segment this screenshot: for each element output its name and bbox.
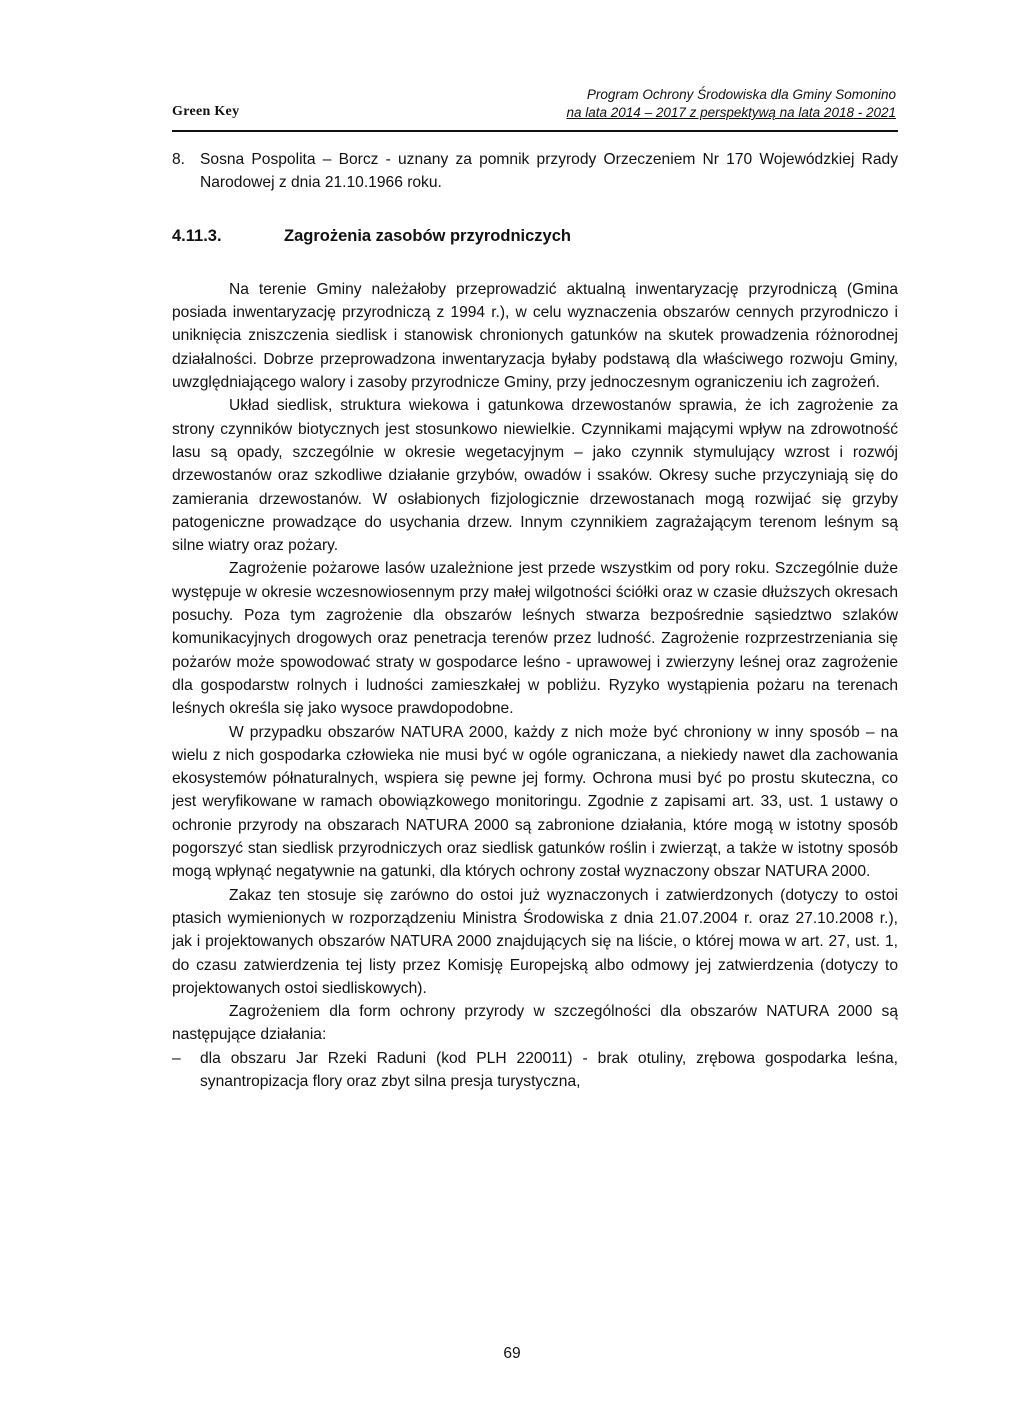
brand-name: Green Key <box>172 104 240 119</box>
section-heading <box>172 225 898 248</box>
list-bullet: – <box>172 1049 181 1067</box>
page-number: 69 <box>503 1345 521 1362</box>
list-item <box>172 1047 898 1094</box>
program-title-line1: Program Ochrony Środowiska dla Gminy Somonino <box>586 87 896 102</box>
section-title: Zagrożenia zasobów przyrodniczych <box>284 226 571 245</box>
paragraph: Zagrożeniem dla form ochrony przyrody w szczególności dla obszarów NATURA 2000 są następujące działania: <box>172 1003 898 1044</box>
item-text: Sosna Pospolita – Borcz - uznany za pomnik przyrody Orzeczeniem Nr 170 Wojewódzkiej Rady Narodowej z dnia 21.10.1966 roku. <box>200 151 898 192</box>
paragraph: Zakaz ten stosuje się zarówno do ostoi już wyznaczonych i zatwierdzonych (dotyczy to ostoi ptasich wymienionych w rozporządzeniu Ministra Środowiska z dnia 21.07.2004 r. oraz 27.10.2008 r.), jak i projektowanych obszarów NATURA 2000 znajdujących się na liście, o której mowa w art. 27, ust. 1, do czasu zatwierdzenia tej listy przez Komisję Europejską albo odmowy jej zatwierdzenia (dotyczy to projektowanych ostoi siedliskowych). <box>172 886 898 997</box>
list-item-text: dla obszaru Jar Rzeki Raduni (kod PLH 220011) - brak otuliny, zrębowa gospodarka leśna, synantropizacja flory oraz zbyt silna presja turystyczna, <box>200 1049 898 1090</box>
numbered-item <box>172 148 898 195</box>
program-title <box>567 86 897 122</box>
paragraph: Zagrożenie pożarowe lasów uzależnione jest przede wszystkim od pory roku. Szczególnie duże występuje w okresie wczesnowiosennym przy małej wilgotności ściółki oraz w czasie dłuższych okresach posuchy. Poza tym zagrożenie dla obszarów leśnych stwarza bezpośrednie sąsiedztwo szlaków komunikacyjnych drogowych oraz penetracja terenów przez ludność. Zagrożenie rozprzestrzeniania się pożarów może spowodować straty w gospodarce leśno - uprawowej i zwierzyny leśnej oraz zagrożenie dla gospodarstw rolnych i ludności zamieszkałej w pobliżu. Ryzyko wystąpienia pożaru na terenach leśnych określa się jako wysoce prawdopodobne. <box>172 560 898 718</box>
program-title-line2: na lata 2014 – 2017 z perspektywą na lata 2018 - 2021 <box>566 105 896 120</box>
item-number: 8. <box>172 151 186 168</box>
section-number: 4.11.3. <box>172 226 222 245</box>
paragraph: Układ siedlisk, struktura wiekowa i gatunkowa drzewostanów sprawia, że ich zagrożenie za strony czynników biotycznych jest stosunkowo niewielkie. Czynnikami mającymi wpływ na zdrowotność lasu są opady, szczególnie w okresie wegetacyjnym – jako czynnik stymulujący wzrost i rozwój drzewostanów oraz szkodliwe działanie grzybów, owadów i ssaków. Okresy suche przyczyniają się do zamierania drzewostanów. W osłabionych fizjologicznie drzewostanach mogą rozwijać się grzyby patogeniczne prowadzące do usychania drzew. Innym czynnikiem zagrażającym terenom leśnym są silne wiatry oraz pożary. <box>172 397 898 555</box>
page-header <box>172 86 898 132</box>
document-body <box>172 148 898 1093</box>
paragraph: Na terenie Gminy należałoby przeprowadzić aktualną inwentaryzację przyrodniczą (Gmina posiada inwentaryzację przyrodniczą z 1994 r.), w celu wyznaczenia obszarów cennych przyrodniczo i uniknięcia zniszczenia siedlisk i stanowisk chronionych gatunków na skutek prowadzenia różnorodnej działalności. Dobrze przeprowadzona inwentaryzacja byłaby podstawą dla właściwego rozwoju Gminy, uwzględniającego walory i zasoby przyrodnicze Gminy, przy jednoczesnym ograniczeniu ich zagrożeń. <box>172 280 898 392</box>
paragraph: W przypadku obszarów NATURA 2000, każdy z nich może być chroniony w inny sposób – na wielu z nich gospodarka człowieka nie musi być w ogóle ograniczana, a niekiedy nawet dla zachowania ekosystemów półnaturalnych, wspiera się pewne jej formy. Ochrona musi być po prostu skuteczna, co jest weryfikowane w ramach obowiązkowego monitoringu. Zgodnie z zapisami art. 33, ust. 1 ustawy o ochronie przyrody na obszarach NATURA 2000 są zabronione działania, które mogą w istotny sposób pogorszyć stan siedlisk przyrodniczych oraz siedlisk gatunków roślin i zwierząt, a także w istotny sposób mogą wpłynąć negatywnie na gatunki, dla których ochrony został wyznaczony obszar NATURA 2000. <box>172 723 898 881</box>
